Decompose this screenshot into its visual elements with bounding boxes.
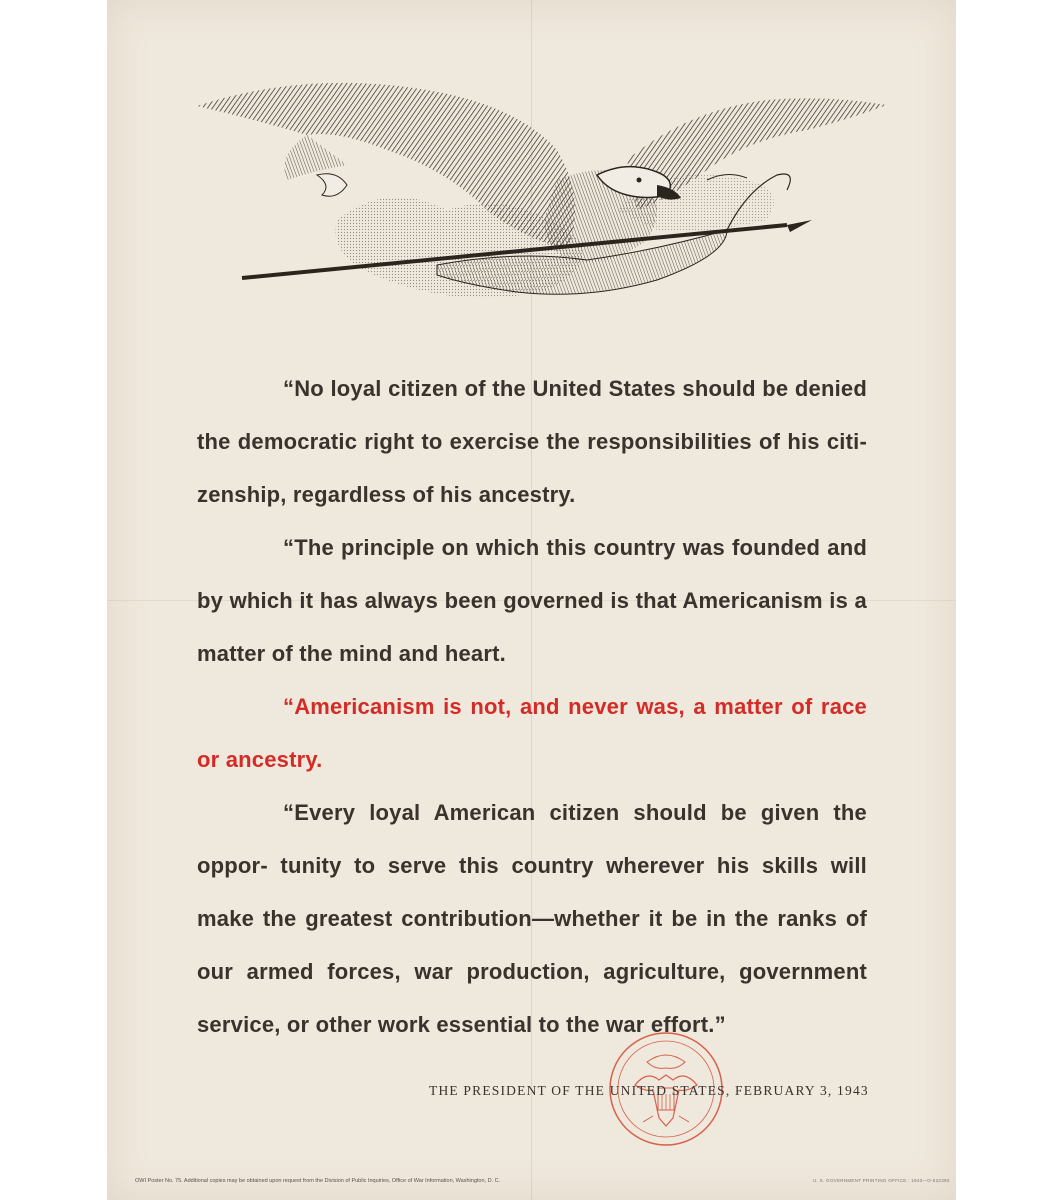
attribution-line: THE PRESIDENT OF THE UNITED STATES, FEBRUARY 3, 1943	[429, 1083, 869, 1098]
quote-paragraph-3-highlighted: “Americanism is not, and never was, a matter of race or ancestry.	[197, 694, 867, 772]
footer-print-note: OWI Poster No. 75. Additional copies may be obtained upon request from the Division of Public Inquiries, Office of War Information, Washington, D. C.	[135, 1178, 501, 1184]
footer-printing-office: U. S. GOVERNMENT PRINTING OFFICE : 1943—O-522393	[813, 1178, 950, 1183]
quote-paragraph-1: “No loyal citizen of the United States should be denied the democratic right to exercise the responsibilities of his citi- zenship, regardless of his ancestry.	[197, 376, 867, 507]
poster	[107, 0, 956, 1200]
quote-paragraph-4: “Every loyal American citizen should be given the oppor- tunity to serve this country wherever his skills will make the greatest contribution—whether it be in the ranks of our armed forces, war production, agriculture, government service, or other work essential to the war effort.”	[197, 800, 867, 1037]
quote-paragraph-2: “The principle on which this country was founded and by which it has always been governed is that Americanism is a matter of the mind and heart.	[197, 535, 867, 666]
eagle-with-flag-icon	[187, 60, 887, 330]
quote-body	[197, 362, 867, 1051]
